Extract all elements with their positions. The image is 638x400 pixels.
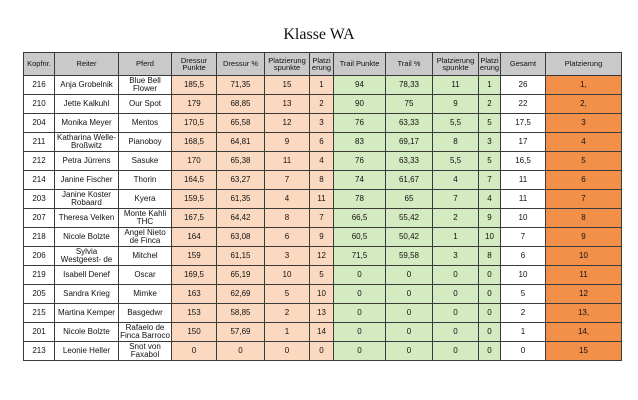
dressur-platzierungspunkte-cell: 4 bbox=[265, 190, 310, 209]
dressur-percent-cell: 65,19 bbox=[217, 266, 265, 285]
platzierung-cell: 4 bbox=[546, 133, 622, 152]
header-trail-platzierung: Platzi erung bbox=[479, 53, 501, 76]
dressur-punkte-cell: 185,5 bbox=[172, 76, 217, 95]
reiter-cell: Janine Fischer bbox=[55, 171, 119, 190]
dressur-percent-cell: 65,58 bbox=[217, 114, 265, 133]
dressur-punkte-cell: 168,5 bbox=[172, 133, 217, 152]
trail-punkte-cell: 94 bbox=[334, 76, 386, 95]
trail-platzierung-cell: 2 bbox=[479, 95, 501, 114]
gesamt-cell: 2 bbox=[501, 304, 546, 323]
table-row bbox=[24, 152, 622, 171]
dressur-platzierung-cell: 9 bbox=[310, 228, 334, 247]
dressur-platzierung-cell: 5 bbox=[310, 266, 334, 285]
reiter-cell: Nicole Bolzte bbox=[55, 323, 119, 342]
trail-platzierung-cell: 0 bbox=[479, 304, 501, 323]
dressur-platzierungspunkte-cell: 7 bbox=[265, 171, 310, 190]
dressur-punkte-cell: 164 bbox=[172, 228, 217, 247]
dressur-platzierung-cell: 14 bbox=[310, 323, 334, 342]
pferd-cell: Sasuke bbox=[119, 152, 172, 171]
trail-punkte-cell: 0 bbox=[334, 266, 386, 285]
header-trail-platzierungspunkte: Platzierung spunkte bbox=[433, 53, 479, 76]
pferd-cell: Mimke bbox=[119, 285, 172, 304]
platzierung-cell: 3 bbox=[546, 114, 622, 133]
platzierung-cell: 12 bbox=[546, 285, 622, 304]
gesamt-cell: 26 bbox=[501, 76, 546, 95]
gesamt-cell: 17,5 bbox=[501, 114, 546, 133]
dressur-punkte-cell: 167,5 bbox=[172, 209, 217, 228]
gesamt-cell: 6 bbox=[501, 247, 546, 266]
trail-platzierung-cell: 10 bbox=[479, 228, 501, 247]
dressur-punkte-cell: 170,5 bbox=[172, 114, 217, 133]
pferd-cell: Angel Nieto de Finca bbox=[119, 228, 172, 247]
header-dressur-punkte: Dressur Punkte bbox=[172, 53, 217, 76]
header-gesamt: Gesamt bbox=[501, 53, 546, 76]
trail-platzierungspunkte-cell: 9 bbox=[433, 95, 479, 114]
trail-platzierung-cell: 0 bbox=[479, 342, 501, 361]
trail-platzierung-cell: 1 bbox=[479, 76, 501, 95]
platzierung-cell: 15 bbox=[546, 342, 622, 361]
trail-punkte-cell: 0 bbox=[334, 304, 386, 323]
dressur-platzierung-cell: 12 bbox=[310, 247, 334, 266]
dressur-percent-cell: 0 bbox=[217, 342, 265, 361]
kopfnr-cell: 215 bbox=[24, 304, 55, 323]
dressur-percent-cell: 64,81 bbox=[217, 133, 265, 152]
kopfnr-cell: 216 bbox=[24, 76, 55, 95]
dressur-punkte-cell: 164,5 bbox=[172, 171, 217, 190]
table-body bbox=[24, 76, 622, 361]
dressur-percent-cell: 64,42 bbox=[217, 209, 265, 228]
table-row bbox=[24, 266, 622, 285]
gesamt-cell: 0 bbox=[501, 342, 546, 361]
trail-platzierung-cell: 8 bbox=[479, 247, 501, 266]
kopfnr-cell: 203 bbox=[24, 190, 55, 209]
reiter-cell: Anja Grobelnik bbox=[55, 76, 119, 95]
trail-platzierungspunkte-cell: 3 bbox=[433, 247, 479, 266]
platzierung-cell: 10 bbox=[546, 247, 622, 266]
reiter-cell: Leonie Heller bbox=[55, 342, 119, 361]
gesamt-cell: 16,5 bbox=[501, 152, 546, 171]
dressur-platzierungspunkte-cell: 11 bbox=[265, 152, 310, 171]
gesamt-cell: 7 bbox=[501, 228, 546, 247]
kopfnr-cell: 213 bbox=[24, 342, 55, 361]
header-reiter: Reiter bbox=[55, 53, 119, 76]
kopfnr-cell: 205 bbox=[24, 285, 55, 304]
platzierung-cell: 7 bbox=[546, 190, 622, 209]
header-trail-percent: Trail % bbox=[386, 53, 433, 76]
dressur-punkte-cell: 170 bbox=[172, 152, 217, 171]
trail-punkte-cell: 0 bbox=[334, 342, 386, 361]
dressur-platzierung-cell: 13 bbox=[310, 304, 334, 323]
dressur-percent-cell: 61,15 bbox=[217, 247, 265, 266]
dressur-platzierung-cell: 3 bbox=[310, 114, 334, 133]
trail-percent-cell: 69,17 bbox=[386, 133, 433, 152]
dressur-punkte-cell: 153 bbox=[172, 304, 217, 323]
trail-platzierung-cell: 9 bbox=[479, 209, 501, 228]
header-kopfnr: Kopfnr. bbox=[24, 53, 55, 76]
table-row bbox=[24, 304, 622, 323]
reiter-cell: Jette Kalkuhl bbox=[55, 95, 119, 114]
table-row bbox=[24, 323, 622, 342]
table-row bbox=[24, 114, 622, 133]
dressur-percent-cell: 57,69 bbox=[217, 323, 265, 342]
trail-punkte-cell: 78 bbox=[334, 190, 386, 209]
trail-percent-cell: 55,42 bbox=[386, 209, 433, 228]
trail-platzierungspunkte-cell: 5,5 bbox=[433, 152, 479, 171]
kopfnr-cell: 214 bbox=[24, 171, 55, 190]
table-row bbox=[24, 133, 622, 152]
trail-platzierungspunkte-cell: 1 bbox=[433, 228, 479, 247]
table-row bbox=[24, 209, 622, 228]
kopfnr-cell: 211 bbox=[24, 133, 55, 152]
trail-platzierung-cell: 3 bbox=[479, 133, 501, 152]
page-title: Klasse WA bbox=[283, 26, 355, 43]
dressur-percent-cell: 63,08 bbox=[217, 228, 265, 247]
trail-platzierungspunkte-cell: 0 bbox=[433, 323, 479, 342]
trail-punkte-cell: 66,5 bbox=[334, 209, 386, 228]
platzierung-cell: 9 bbox=[546, 228, 622, 247]
kopfnr-cell: 201 bbox=[24, 323, 55, 342]
kopfnr-cell: 207 bbox=[24, 209, 55, 228]
trail-percent-cell: 50,42 bbox=[386, 228, 433, 247]
dressur-platzierungspunkte-cell: 9 bbox=[265, 133, 310, 152]
dressur-punkte-cell: 179 bbox=[172, 95, 217, 114]
trail-platzierungspunkte-cell: 0 bbox=[433, 266, 479, 285]
reiter-cell: Janine Koster Robaard bbox=[55, 190, 119, 209]
gesamt-cell: 5 bbox=[501, 285, 546, 304]
trail-punkte-cell: 90 bbox=[334, 95, 386, 114]
trail-punkte-cell: 74 bbox=[334, 171, 386, 190]
trail-platzierung-cell: 0 bbox=[479, 266, 501, 285]
pferd-cell: Basgedwr bbox=[119, 304, 172, 323]
kopfnr-cell: 210 bbox=[24, 95, 55, 114]
trail-punkte-cell: 71,5 bbox=[334, 247, 386, 266]
trail-platzierungspunkte-cell: 11 bbox=[433, 76, 479, 95]
trail-percent-cell: 63,33 bbox=[386, 114, 433, 133]
header-dressur-platzierungspunkte: Platzierung spunkte bbox=[265, 53, 310, 76]
kopfnr-cell: 218 bbox=[24, 228, 55, 247]
dressur-platzierung-cell: 2 bbox=[310, 95, 334, 114]
dressur-platzierungspunkte-cell: 10 bbox=[265, 266, 310, 285]
trail-percent-cell: 0 bbox=[386, 266, 433, 285]
table-row bbox=[24, 285, 622, 304]
pferd-cell: Oscar bbox=[119, 266, 172, 285]
table-row bbox=[24, 342, 622, 361]
reiter-cell: Theresa Velken bbox=[55, 209, 119, 228]
dressur-platzierung-cell: 10 bbox=[310, 285, 334, 304]
trail-punkte-cell: 76 bbox=[334, 114, 386, 133]
platzierung-cell: 5 bbox=[546, 152, 622, 171]
kopfnr-cell: 206 bbox=[24, 247, 55, 266]
pferd-cell: Monte Kahli THC bbox=[119, 209, 172, 228]
dressur-punkte-cell: 169,5 bbox=[172, 266, 217, 285]
table-row bbox=[24, 171, 622, 190]
trail-platzierung-cell: 0 bbox=[479, 285, 501, 304]
gesamt-cell: 22 bbox=[501, 95, 546, 114]
platzierung-cell: 13, bbox=[546, 304, 622, 323]
dressur-platzierungspunkte-cell: 0 bbox=[265, 342, 310, 361]
reiter-cell: Sylvia Westgeest- de bbox=[55, 247, 119, 266]
reiter-cell: Petra Jürrens bbox=[55, 152, 119, 171]
trail-punkte-cell: 76 bbox=[334, 152, 386, 171]
dressur-platzierung-cell: 7 bbox=[310, 209, 334, 228]
pferd-cell: Pianoboy bbox=[119, 133, 172, 152]
trail-punkte-cell: 83 bbox=[334, 133, 386, 152]
dressur-platzierung-cell: 8 bbox=[310, 171, 334, 190]
reiter-cell: Martina Kemper bbox=[55, 304, 119, 323]
trail-percent-cell: 75 bbox=[386, 95, 433, 114]
dressur-platzierungspunkte-cell: 13 bbox=[265, 95, 310, 114]
gesamt-cell: 17 bbox=[501, 133, 546, 152]
trail-punkte-cell: 0 bbox=[334, 285, 386, 304]
table-row bbox=[24, 76, 622, 95]
dressur-percent-cell: 65,38 bbox=[217, 152, 265, 171]
platzierung-cell: 14, bbox=[546, 323, 622, 342]
trail-percent-cell: 0 bbox=[386, 342, 433, 361]
dressur-punkte-cell: 159 bbox=[172, 247, 217, 266]
dressur-platzierung-cell: 6 bbox=[310, 133, 334, 152]
trail-platzierung-cell: 0 bbox=[479, 323, 501, 342]
pferd-cell: Kyera bbox=[119, 190, 172, 209]
dressur-percent-cell: 63,27 bbox=[217, 171, 265, 190]
trail-percent-cell: 61,67 bbox=[386, 171, 433, 190]
dressur-platzierungspunkte-cell: 15 bbox=[265, 76, 310, 95]
pferd-cell: Rafaelo de Finca Barroco bbox=[120, 323, 170, 340]
table-row bbox=[24, 190, 622, 209]
dressur-platzierung-cell: 4 bbox=[310, 152, 334, 171]
dressur-punkte-cell: 150 bbox=[172, 323, 217, 342]
reiter-cell: Nicole Bolzte bbox=[55, 228, 119, 247]
dressur-platzierung-cell: 1 bbox=[310, 76, 334, 95]
trail-platzierungspunkte-cell: 8 bbox=[433, 133, 479, 152]
results-table bbox=[23, 52, 622, 361]
dressur-platzierung-cell: 11 bbox=[310, 190, 334, 209]
table-row bbox=[24, 247, 622, 266]
trail-punkte-cell: 60,5 bbox=[334, 228, 386, 247]
kopfnr-cell: 212 bbox=[24, 152, 55, 171]
trail-platzierung-cell: 5 bbox=[479, 152, 501, 171]
header-dressur-platzierung: Platzi erung bbox=[310, 53, 334, 76]
kopfnr-cell: 219 bbox=[24, 266, 55, 285]
header-trail-punkte: Trail Punkte bbox=[334, 53, 386, 76]
dressur-percent-cell: 68,85 bbox=[217, 95, 265, 114]
dressur-platzierungspunkte-cell: 1 bbox=[265, 323, 310, 342]
platzierung-cell: 1, bbox=[546, 76, 622, 95]
trail-platzierungspunkte-cell: 5,5 bbox=[433, 114, 479, 133]
trail-percent-cell: 63,33 bbox=[386, 152, 433, 171]
trail-percent-cell: 0 bbox=[386, 285, 433, 304]
dressur-platzierungspunkte-cell: 6 bbox=[265, 228, 310, 247]
trail-platzierung-cell: 7 bbox=[479, 171, 501, 190]
reiter-cell: Sandra Krieg bbox=[55, 285, 119, 304]
pferd-cell: Snot von Faxabol bbox=[119, 342, 172, 361]
header-platzierung: Platzierung bbox=[546, 53, 622, 76]
trail-platzierungspunkte-cell: 2 bbox=[433, 209, 479, 228]
platzierung-cell: 6 bbox=[546, 171, 622, 190]
trail-percent-cell: 59,58 bbox=[386, 247, 433, 266]
pferd-cell: Mitchel bbox=[119, 247, 172, 266]
trail-percent-cell: 78,33 bbox=[386, 76, 433, 95]
dressur-platzierungspunkte-cell: 12 bbox=[265, 114, 310, 133]
dressur-platzierungspunkte-cell: 8 bbox=[265, 209, 310, 228]
dressur-platzierungspunkte-cell: 2 bbox=[265, 304, 310, 323]
trail-percent-cell: 65 bbox=[386, 190, 433, 209]
trail-platzierungspunkte-cell: 0 bbox=[433, 285, 479, 304]
pferd-cell: Blue Bell Flower bbox=[119, 76, 172, 95]
dressur-percent-cell: 58,85 bbox=[217, 304, 265, 323]
trail-punkte-cell: 0 bbox=[334, 323, 386, 342]
dressur-punkte-cell: 159,5 bbox=[172, 190, 217, 209]
header-pferd: Pferd bbox=[119, 53, 172, 76]
platzierung-cell: 2, bbox=[546, 95, 622, 114]
dressur-punkte-cell: 0 bbox=[172, 342, 217, 361]
pferd-cell: Mentos bbox=[119, 114, 172, 133]
reiter-cell: Katharina Welle-Broßwitz bbox=[55, 133, 119, 152]
trail-platzierung-cell: 5 bbox=[479, 114, 501, 133]
pferd-cell: Thorin bbox=[119, 171, 172, 190]
gesamt-cell: 10 bbox=[501, 209, 546, 228]
trail-platzierungspunkte-cell: 0 bbox=[433, 342, 479, 361]
trail-platzierung-cell: 4 bbox=[479, 190, 501, 209]
dressur-platzierung-cell: 0 bbox=[310, 342, 334, 361]
trail-percent-cell: 0 bbox=[386, 323, 433, 342]
header-row bbox=[24, 53, 622, 76]
dressur-platzierungspunkte-cell: 5 bbox=[265, 285, 310, 304]
dressur-punkte-cell: 163 bbox=[172, 285, 217, 304]
reiter-cell: Monika Meyer bbox=[55, 114, 119, 133]
header-dressur-percent: Dressur % bbox=[217, 53, 265, 76]
pferd-cell: Our Spot bbox=[119, 95, 172, 114]
trail-percent-cell: 0 bbox=[386, 304, 433, 323]
dressur-percent-cell: 71,35 bbox=[217, 76, 265, 95]
trail-platzierungspunkte-cell: 4 bbox=[433, 171, 479, 190]
platzierung-cell: 11 bbox=[546, 266, 622, 285]
dressur-percent-cell: 62,69 bbox=[217, 285, 265, 304]
table-row bbox=[24, 95, 622, 114]
table-row bbox=[24, 228, 622, 247]
platzierung-cell: 8 bbox=[546, 209, 622, 228]
dressur-platzierungspunkte-cell: 3 bbox=[265, 247, 310, 266]
kopfnr-cell: 204 bbox=[24, 114, 55, 133]
gesamt-cell: 11 bbox=[501, 171, 546, 190]
trail-platzierungspunkte-cell: 7 bbox=[433, 190, 479, 209]
trail-platzierungspunkte-cell: 0 bbox=[433, 304, 479, 323]
gesamt-cell: 11 bbox=[501, 190, 546, 209]
reiter-cell: Isabell Denef bbox=[55, 266, 119, 285]
gesamt-cell: 1 bbox=[501, 323, 546, 342]
dressur-percent-cell: 61,35 bbox=[217, 190, 265, 209]
gesamt-cell: 10 bbox=[501, 266, 546, 285]
